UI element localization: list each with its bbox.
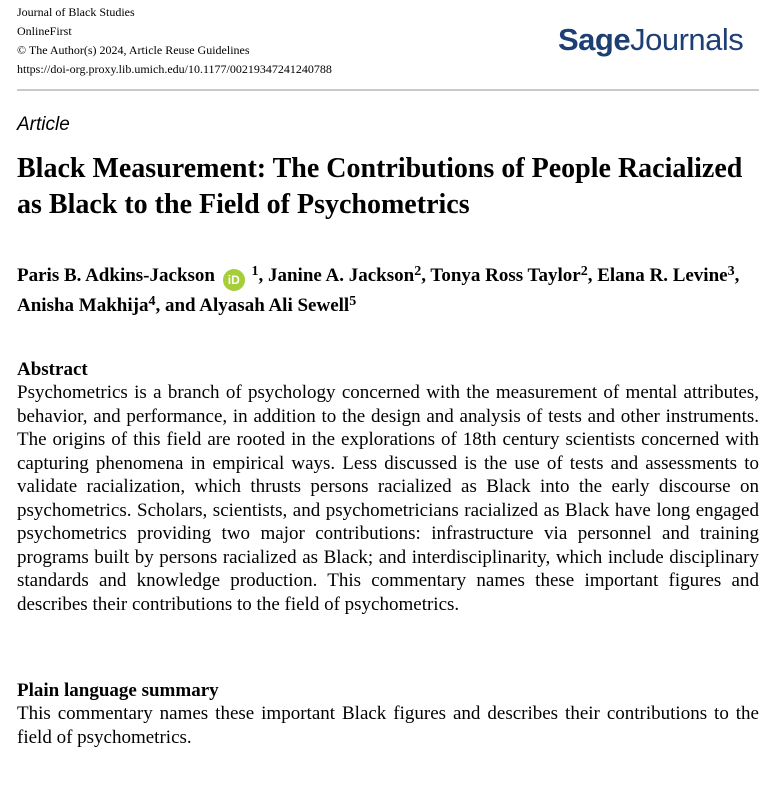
copyright-line[interactable]: © The Author(s) 2024, Article Reuse Guidelines [17, 43, 250, 57]
plain-language-summary-text: This commentary names these important Black figures and describes their contributions to the field of psychometrics. [17, 703, 759, 748]
author-name[interactable]: Alyasah Ali Sewell [199, 295, 350, 316]
plain-language-summary-heading: Plain language summary [17, 680, 219, 701]
logo-sage-text: Sage [558, 22, 631, 57]
abstract-heading: Abstract [17, 359, 88, 380]
author-separator: , [258, 265, 268, 286]
plain-language-summary-section [17, 679, 759, 749]
author-list [17, 261, 759, 321]
author-name[interactable]: Anisha Makhija [17, 295, 149, 316]
affiliation-marker[interactable]: 3 [727, 264, 735, 279]
affiliation-marker[interactable]: 1 [251, 264, 259, 279]
affiliation-marker[interactable]: 4 [148, 294, 156, 309]
abstract-text: Psychometrics is a branch of psychology concerned with the measurement of mental attributes, behavior, and performance, in addition to the design and analysis of tests and other instruments. The origins of this field are rooted in the explorations of 18th century scientists concerned with capturing phenomena in empirical ways. Less discussed is the use of tests and assessments to validate racialization, which thrusts persons racialized as Black into the early discourse on psychometrics. Scholars, scientists, and psychometricians racialized as Black have long engaged psychometrics providing two major contributions: infrastructure via personnel and training programs built by persons racialized as Black; and interdisciplinarity, which include disciplinary standards and knowledge production. This commentary names these important figures and describes their contributions to the field of psychometrics. [17, 382, 759, 615]
logo-journals-text: Journals [630, 22, 744, 57]
sage-journals-logo[interactable] [558, 22, 743, 58]
publication-status: OnlineFirst [17, 24, 72, 38]
article-type: Article [17, 114, 70, 135]
author-separator: , and [155, 295, 200, 316]
abstract-section [17, 358, 759, 616]
article-title: Black Measurement: The Contributions of People Racialized as Black to the Field of Psychometrics [17, 153, 743, 220]
journal-name[interactable]: Journal of Black Studies [17, 5, 135, 19]
doi-link[interactable]: https://doi-org.proxy.lib.umich.edu/10.1177/00219347241240788 [17, 62, 332, 76]
author-name[interactable]: Tonya Ross Taylor [430, 265, 581, 286]
affiliation-marker[interactable]: 2 [580, 264, 588, 279]
header-divider [17, 89, 759, 91]
orcid-icon[interactable]: iD [223, 269, 245, 291]
author-name[interactable]: Paris B. Adkins-Jackson [17, 265, 215, 286]
author-separator: , [421, 265, 431, 286]
author-separator: , [587, 265, 598, 286]
affiliation-marker[interactable]: 5 [349, 294, 357, 309]
author-name[interactable]: Elana R. Levine [597, 265, 728, 286]
author-name[interactable]: Janine A. Jackson [267, 265, 415, 286]
affiliation-marker[interactable]: 2 [414, 264, 422, 279]
author-separator: , [734, 265, 740, 286]
journal-meta [17, 3, 332, 79]
